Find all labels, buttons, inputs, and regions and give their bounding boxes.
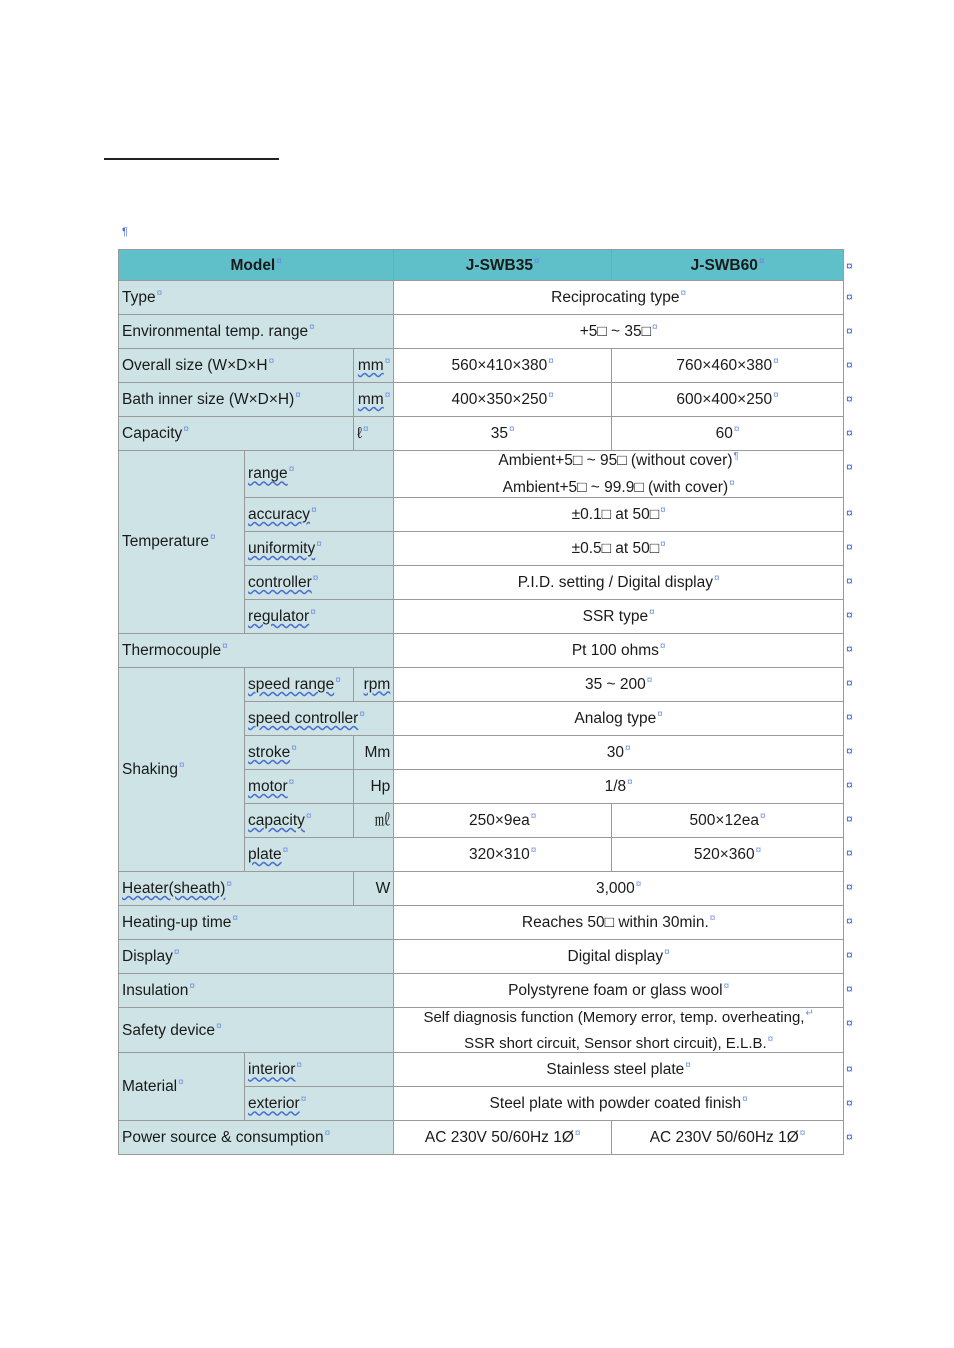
sub-label: interior¤ — [245, 1053, 394, 1087]
table-row — [119, 1007, 844, 1053]
table-row — [119, 667, 844, 701]
table-row — [119, 1053, 844, 1087]
row-value-1: 35¤ — [394, 417, 612, 451]
row-value: Reaches 50□ within 30min.¤ — [394, 905, 844, 939]
row-end-mark: ¤ — [846, 1016, 853, 1031]
row-end-mark: ¤ — [846, 608, 853, 623]
row-end-mark: ¤ — [846, 710, 853, 725]
row-value: Self diagnosis function (Memory error, temp. overheating,↵ SSR short circuit, Sensor short circuit), E.L.B.¤ — [394, 1007, 844, 1053]
row-label: Type¤ — [119, 281, 394, 315]
sub-label: speed controller¤ — [245, 701, 394, 735]
row-label: Heating-up time¤ — [119, 905, 394, 939]
row-end-mark: ¤ — [846, 574, 853, 589]
row-label: Heater(sheath)¤ — [119, 871, 354, 905]
top-rule — [104, 158, 279, 160]
pilcrow-mark: ¶ — [122, 226, 128, 238]
row-label: Capacity¤ — [119, 417, 354, 451]
row-value-1: 560×410×380¤ — [394, 349, 612, 383]
row-end-mark: ¤ — [846, 642, 853, 657]
row-unit: Hp — [353, 769, 393, 803]
row-label: Environmental temp. range¤ — [119, 315, 394, 349]
row-end-mark: ¤ — [846, 391, 853, 406]
row-unit: Mm — [353, 735, 393, 769]
row-value: ±0.5□ at 50□¤ — [394, 531, 844, 565]
row-unit: mm¤ — [353, 383, 393, 417]
row-value-2: 500×12ea¤ — [612, 803, 844, 837]
row-value: Ambient+5□ ~ 95□ (without cover)¶ Ambient+5□ ~ 99.9□ (with cover)¤ — [394, 451, 844, 498]
table-row — [119, 417, 844, 451]
spec-table — [118, 249, 844, 1155]
sub-label: controller¤ — [245, 565, 394, 599]
row-end-mark: ¤ — [846, 914, 853, 929]
row-end-mark: ¤ — [846, 323, 853, 338]
row-value: 1/8¤ — [394, 769, 844, 803]
table-row — [119, 939, 844, 973]
group-label-shaking: Shaking¤ — [119, 667, 245, 871]
row-end-mark: ¤ — [846, 948, 853, 963]
row-value-1: 250×9ea¤ — [394, 803, 612, 837]
row-end-mark: ¤ — [846, 1129, 853, 1144]
row-value: 3,000¤ — [394, 871, 844, 905]
header-col2: J-SWB60¤ — [612, 250, 844, 281]
row-value: +5□ ~ 35□¤ — [394, 315, 844, 349]
row-value: Reciprocating type¤ — [394, 281, 844, 315]
row-value: Steel plate with powder coated finish¤ — [394, 1087, 844, 1121]
row-end-mark: ¤ — [846, 1095, 853, 1110]
row-end-mark: ¤ — [846, 357, 853, 372]
row-value: Stainless steel plate¤ — [394, 1053, 844, 1087]
row-end-mark: ¤ — [846, 744, 853, 759]
row-unit: mm¤ — [353, 349, 393, 383]
sub-label: speed range¤ — [245, 667, 354, 701]
table-row — [119, 281, 844, 315]
table-header-row — [119, 250, 844, 281]
row-value-2: 600×400×250¤ — [612, 383, 844, 417]
row-end-mark: ¤ — [846, 540, 853, 555]
header-model: Model¤ — [119, 250, 394, 281]
row-end-mark: ¤ — [846, 880, 853, 895]
sub-label: plate¤ — [245, 837, 394, 871]
row-unit: rpm — [353, 667, 393, 701]
header-col1: J-SWB35¤ — [394, 250, 612, 281]
table-row — [119, 633, 844, 667]
row-value: 35 ~ 200¤ — [394, 667, 844, 701]
row-value: Pt 100 ohms¤ — [394, 633, 844, 667]
table-row — [119, 871, 844, 905]
row-label: Power source & consumption¤ — [119, 1121, 394, 1155]
sub-label: accuracy¤ — [245, 497, 394, 531]
group-label-temperature: Temperature¤ — [119, 451, 245, 634]
row-end-mark: ¤ — [846, 425, 853, 440]
row-value: Polystyrene foam or glass wool¤ — [394, 973, 844, 1007]
row-end-mark: ¤ — [846, 846, 853, 861]
row-value: 30¤ — [394, 735, 844, 769]
row-value: Digital display¤ — [394, 939, 844, 973]
sub-label: stroke¤ — [245, 735, 354, 769]
row-unit: ℓ¤ — [353, 417, 393, 451]
row-end-mark: ¤ — [846, 506, 853, 521]
sub-label: exterior¤ — [245, 1087, 394, 1121]
table-row — [119, 383, 844, 417]
table-row — [119, 973, 844, 1007]
row-label: Thermocouple¤ — [119, 633, 394, 667]
row-value-2: AC 230V 50/60Hz 1Ø¤ — [612, 1121, 844, 1155]
row-value-2: 520×360¤ — [612, 837, 844, 871]
row-end-mark: ¤ — [846, 812, 853, 827]
row-value-1: 400×350×250¤ — [394, 383, 612, 417]
table-row — [119, 315, 844, 349]
row-label: Insulation¤ — [119, 973, 394, 1007]
table-row — [119, 905, 844, 939]
sub-label: range¤ — [245, 451, 394, 498]
row-end-mark: ¤ — [846, 459, 853, 474]
row-unit: W — [353, 871, 393, 905]
sub-label: regulator¤ — [245, 599, 394, 633]
row-unit: ㎖ — [353, 803, 393, 837]
row-end-mark: ¤ — [846, 676, 853, 691]
row-label: Bath inner size (W×D×H)¤ — [119, 383, 354, 417]
row-value: Analog type¤ — [394, 701, 844, 735]
table-row — [119, 349, 844, 383]
row-value: P.I.D. setting / Digital display¤ — [394, 565, 844, 599]
row-value: SSR type¤ — [394, 599, 844, 633]
row-value-2: 60¤ — [612, 417, 844, 451]
row-value-1: 320×310¤ — [394, 837, 612, 871]
row-label: Overall size (W×D×H¤ — [119, 349, 354, 383]
row-value-1: AC 230V 50/60Hz 1Ø¤ — [394, 1121, 612, 1155]
row-label: Display¤ — [119, 939, 394, 973]
table-row — [119, 1121, 844, 1155]
row-end-mark: ¤ — [846, 982, 853, 997]
row-value: ±0.1□ at 50□¤ — [394, 497, 844, 531]
row-value-2: 760×460×380¤ — [612, 349, 844, 383]
sub-label: motor¤ — [245, 769, 354, 803]
row-end-mark: ¤ — [846, 778, 853, 793]
row-end-mark: ¤ — [846, 289, 853, 304]
group-label-material: Material¤ — [119, 1053, 245, 1121]
row-end-mark: ¤ — [846, 258, 853, 273]
row-label: Safety device¤ — [119, 1007, 394, 1053]
table-row — [119, 451, 844, 498]
sub-label: uniformity¤ — [245, 531, 394, 565]
row-end-mark: ¤ — [846, 1061, 853, 1076]
sub-label: capacity¤ — [245, 803, 354, 837]
